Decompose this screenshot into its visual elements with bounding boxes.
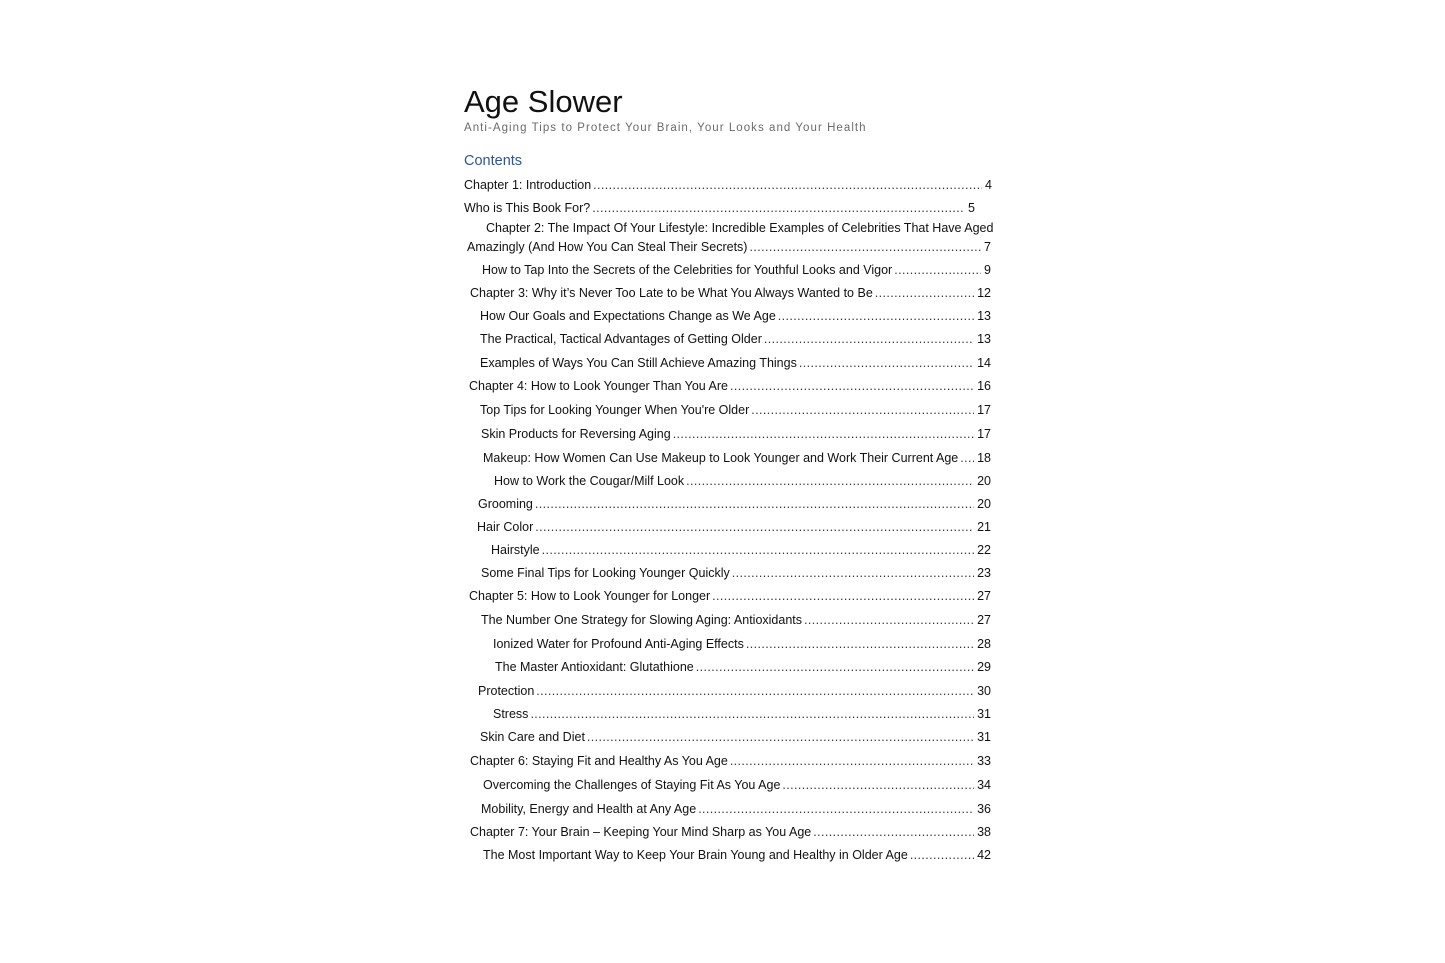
toc-page-number: 28 [977,637,991,651]
toc-entry-label: Hair Color [477,520,534,534]
toc-dot-leader [813,823,974,841]
toc-entry-label: Examples of Ways You Can Still Achieve Amazing Things [480,356,797,370]
toc-dot-leader [782,776,974,794]
toc-page-number: 34 [977,778,991,792]
toc-dot-leader [910,846,974,864]
toc-entry-label: Who is This Book For? [464,201,591,215]
toc-dot-leader [698,800,974,818]
toc-dot-leader [535,518,974,536]
toc-entry[interactable] [481,564,991,582]
toc-entry[interactable] [469,587,991,605]
toc-dot-leader [764,330,974,348]
toc-page-number: 9 [984,263,991,277]
toc-entry[interactable] [493,705,991,723]
toc-entry-label: Skin Products for Reversing Aging [481,427,671,441]
toc-page-number: 17 [977,403,991,417]
toc-entry-label: Skin Care and Diet [480,730,585,744]
toc-page-number: 13 [977,332,991,346]
toc-page-number: 22 [977,543,991,557]
toc-entry[interactable] [478,682,991,700]
toc-entry[interactable] [491,541,991,559]
toc-entry[interactable] [464,199,975,217]
toc-dot-leader [894,261,981,279]
toc-entry[interactable] [477,518,991,536]
toc-dot-leader [686,472,974,490]
toc-entry-label: The Practical, Tactical Advantages of Getting Older [480,332,762,346]
toc-entry[interactable] [469,377,991,395]
toc-entry[interactable] [480,354,991,372]
toc-entry-label: Chapter 7: Your Brain – Keeping Your Mind Sharp as You Age [470,825,812,839]
toc-entry[interactable] [470,752,991,770]
toc-entry[interactable] [494,472,991,490]
toc-entry-label: Stress [493,707,529,721]
toc-entry[interactable] [493,635,991,653]
toc-dot-leader [530,705,974,723]
toc-page-number: 27 [977,589,991,603]
toc-dot-leader [732,564,974,582]
toc-page-number: 5 [968,201,975,215]
toc-dot-leader [712,587,974,605]
toc-entry-label: How Our Goals and Expectations Change as We Age [480,309,776,323]
toc-dot-leader [542,541,974,559]
toc-dot-leader [778,307,974,325]
document-subtitle: Anti-Aging Tips to Protect Your Brain, Your Looks and Your Health [464,122,867,134]
toc-dot-leader [696,658,974,676]
toc-page-number: 21 [977,520,991,534]
toc-page-number: 20 [977,474,991,488]
toc-entry-label-line1: Chapter 2: The Impact Of Your Lifestyle: Incredible Examples of Celebrities That Have Aged [486,221,994,235]
toc-entry[interactable] [481,800,991,818]
toc-entry[interactable] [478,495,991,513]
toc-dot-leader [592,199,965,217]
toc-entry[interactable] [464,176,992,194]
toc-entry[interactable] [482,261,991,279]
toc-dot-leader [960,449,974,467]
toc-entry-label: Mobility, Energy and Health at Any Age [481,802,697,816]
toc-entry[interactable] [495,658,991,676]
document-title: Age Slower [464,84,623,119]
toc-entry-label: Chapter 4: How to Look Younger Than You Are [469,379,728,393]
toc-page-number: 12 [977,286,991,300]
toc-page-number: 23 [977,566,991,580]
toc-page-number: 13 [977,309,991,323]
toc-dot-leader [875,284,974,302]
toc-entry[interactable] [483,776,991,794]
toc-page-number: 33 [977,754,991,768]
toc-entry-label: The Number One Strategy for Slowing Aging: Antioxidants [481,613,803,627]
toc-entry[interactable] [470,284,991,302]
toc-entry[interactable] [483,846,991,864]
toc-entry-label: Chapter 6: Staying Fit and Healthy As You Age [470,754,728,768]
toc-page-number: 30 [977,684,991,698]
toc-entry-label: How to Work the Cougar/Milf Look [494,474,685,488]
toc-page-number: 36 [977,802,991,816]
toc-entry[interactable] [480,401,991,419]
toc-entry-label: Overcoming the Challenges of Staying Fit As You Age [483,778,781,792]
toc-entry[interactable] [480,728,991,746]
toc-entry-label: The Master Antioxidant: Glutathione [495,660,694,674]
toc-entry-label: Amazingly (And How You Can Steal Their Secrets) [467,240,748,254]
toc-page-number: 16 [977,379,991,393]
toc-dot-leader [536,682,974,700]
toc-dot-leader [749,238,981,256]
toc-dot-leader [535,495,974,513]
toc-entry[interactable] [480,307,991,325]
toc-page-number: 42 [977,848,991,862]
toc-page-number: 4 [985,178,992,192]
toc-dot-leader [751,401,974,419]
toc-entry[interactable] [467,238,991,256]
toc-entry[interactable] [470,823,991,841]
toc-entry-label: Grooming [478,497,533,511]
toc-entry-label: Top Tips for Looking Younger When You're Older [480,403,750,417]
contents-heading: Contents [464,153,523,169]
toc-entry-label: Chapter 5: How to Look Younger for Longer [469,589,711,603]
toc-page-number: 29 [977,660,991,674]
toc-page-number: 7 [984,240,991,254]
toc-entry-label: The Most Important Way to Keep Your Brain Young and Healthy in Older Age [483,848,908,862]
toc-dot-leader [746,635,974,653]
toc-dot-leader [673,425,974,443]
toc-dot-leader [799,354,974,372]
toc-entry-label: Some Final Tips for Looking Younger Quickly [481,566,730,580]
toc-entry[interactable] [481,611,991,629]
toc-entry-label: How to Tap Into the Secrets of the Celebrities for Youthful Looks and Vigor [482,263,893,277]
toc-page-number: 31 [977,730,991,744]
toc-entry-label: Chapter 1: Introduction [464,178,592,192]
toc-dot-leader [730,377,974,395]
toc-page-number: 18 [977,451,991,465]
toc-page-number: 20 [977,497,991,511]
toc-page-number: 17 [977,427,991,441]
toc-entry[interactable] [481,425,991,443]
toc-entry-label: Makeup: How Women Can Use Makeup to Look Younger and Work Their Current Age [483,451,959,465]
toc-page-number: 38 [977,825,991,839]
toc-page-number: 14 [977,356,991,370]
toc-entry-label: Hairstyle [491,543,540,557]
toc-dot-leader [804,611,974,629]
toc-dot-leader [593,176,982,194]
toc-entry-label: Ionized Water for Profound Anti-Aging Effects [493,637,744,651]
toc-dot-leader [730,752,974,770]
toc-entry[interactable] [480,330,991,348]
toc-page-number: 27 [977,613,991,627]
toc-page-number: 31 [977,707,991,721]
toc-entry[interactable] [483,449,991,467]
toc-entry-label: Chapter 3: Why it’s Never Too Late to be What You Always Wanted to Be [470,286,873,300]
toc-entry-label: Protection [478,684,535,698]
toc-dot-leader [587,728,974,746]
